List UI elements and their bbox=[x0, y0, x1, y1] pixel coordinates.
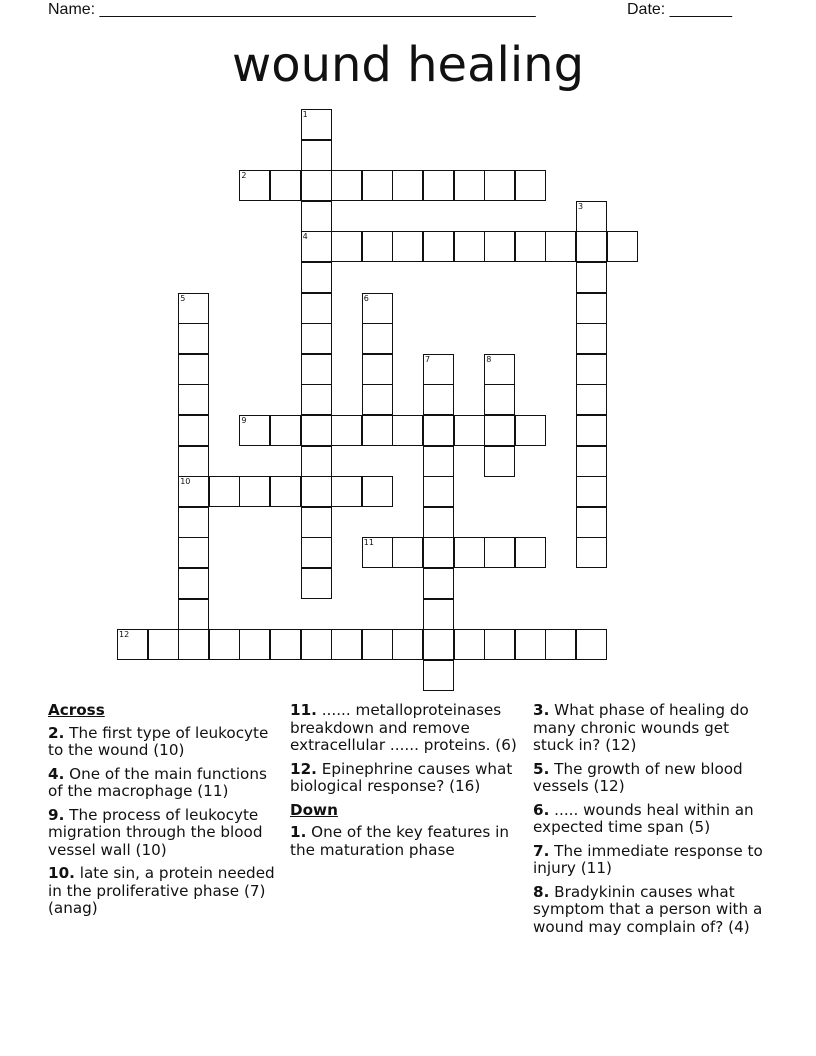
crossword-cell[interactable] bbox=[576, 231, 607, 262]
crossword-cell[interactable] bbox=[331, 629, 362, 660]
crossword-cell[interactable] bbox=[362, 293, 393, 324]
clue-number: 9. bbox=[48, 805, 65, 824]
clue-number: 6. bbox=[533, 800, 550, 819]
crossword-cell[interactable] bbox=[576, 537, 607, 568]
crossword-cell[interactable] bbox=[423, 568, 454, 599]
crossword-cell[interactable] bbox=[209, 476, 240, 507]
crossword-cell[interactable] bbox=[576, 323, 607, 354]
clue-text: The immediate response to injury (11) bbox=[533, 841, 763, 877]
crossword-cell[interactable] bbox=[178, 568, 209, 599]
crossword-cell[interactable] bbox=[301, 293, 332, 324]
cell-number: 1 bbox=[302, 110, 308, 119]
crossword-cell[interactable] bbox=[178, 323, 209, 354]
crossword-cell[interactable] bbox=[454, 537, 485, 568]
crossword-cell[interactable] bbox=[362, 323, 393, 354]
clue-number: 10. bbox=[48, 864, 75, 882]
crossword-cell[interactable] bbox=[515, 415, 546, 446]
cell-number: 8 bbox=[486, 354, 492, 364]
clue-number: 8. bbox=[533, 882, 550, 901]
crossword-cell[interactable] bbox=[362, 231, 393, 262]
crossword-cell[interactable] bbox=[392, 415, 423, 446]
crossword-cell[interactable] bbox=[331, 170, 362, 201]
crossword-cell[interactable] bbox=[392, 170, 423, 201]
crossword-cell[interactable] bbox=[270, 415, 301, 446]
crossword-cell[interactable] bbox=[392, 537, 423, 568]
clues-column-2 bbox=[290, 702, 522, 865]
crossword-cell[interactable] bbox=[270, 170, 301, 201]
crossword-cell[interactable] bbox=[515, 231, 546, 262]
clue-number: 4. bbox=[48, 764, 65, 783]
clue-across-11 bbox=[290, 702, 522, 755]
clue-down-7 bbox=[533, 843, 765, 878]
clue-down-1 bbox=[290, 824, 522, 859]
crossword-cell[interactable] bbox=[484, 170, 515, 201]
crossword-cell[interactable] bbox=[576, 446, 607, 477]
clue-text: Epinephrine causes what biological response? (16) bbox=[290, 759, 513, 795]
crossword-cell[interactable] bbox=[239, 629, 270, 660]
crossword-cell[interactable] bbox=[454, 629, 485, 660]
crossword-cell[interactable] bbox=[117, 629, 148, 660]
crossword-cell[interactable] bbox=[392, 231, 423, 262]
clue-down-8 bbox=[533, 884, 765, 937]
cell-number: 3 bbox=[578, 201, 584, 211]
crossword-cell[interactable] bbox=[178, 354, 209, 385]
crossword-cell[interactable] bbox=[301, 231, 332, 262]
crossword-cell[interactable] bbox=[209, 629, 240, 660]
crossword-cell[interactable] bbox=[178, 476, 209, 507]
crossword-cell[interactable] bbox=[301, 507, 332, 538]
crossword-cell[interactable] bbox=[454, 415, 485, 446]
crossword-cell[interactable] bbox=[331, 476, 362, 507]
cell-number: 7 bbox=[425, 354, 431, 364]
crossword-cell[interactable] bbox=[178, 537, 209, 568]
crossword-cell[interactable] bbox=[362, 415, 393, 446]
crossword-cell[interactable] bbox=[484, 537, 515, 568]
clue-text: One of the key features in the maturation phase bbox=[290, 823, 509, 859]
clue-down-6 bbox=[533, 802, 765, 837]
crossword-cell[interactable] bbox=[423, 629, 454, 660]
crossword-cell[interactable] bbox=[423, 599, 454, 630]
clue-across-10 bbox=[48, 865, 280, 918]
crossword-cell[interactable] bbox=[423, 537, 454, 568]
crossword-cell[interactable] bbox=[423, 476, 454, 507]
crossword-cell[interactable] bbox=[423, 170, 454, 201]
crossword-cell[interactable] bbox=[576, 629, 607, 660]
crossword-cell[interactable] bbox=[362, 384, 393, 415]
cell-number: 4 bbox=[302, 232, 308, 242]
crossword-cell[interactable] bbox=[301, 415, 332, 446]
crossword-cell[interactable] bbox=[454, 170, 485, 201]
crossword-cell[interactable] bbox=[545, 629, 576, 660]
crossword-cell[interactable] bbox=[239, 476, 270, 507]
crossword-cell[interactable] bbox=[576, 262, 607, 293]
cell-number: 12 bbox=[119, 630, 130, 640]
crossword-cell[interactable] bbox=[576, 354, 607, 385]
crossword-cell[interactable] bbox=[178, 384, 209, 415]
crossword-cell[interactable] bbox=[178, 599, 209, 630]
crossword-cell[interactable] bbox=[484, 231, 515, 262]
crossword-cell[interactable] bbox=[362, 476, 393, 507]
crossword-cell[interactable] bbox=[484, 446, 515, 477]
clue-number: 5. bbox=[533, 759, 550, 778]
crossword-cell[interactable] bbox=[178, 446, 209, 477]
cell-number: 6 bbox=[363, 293, 369, 303]
crossword-cell[interactable] bbox=[576, 384, 607, 415]
crossword-cell[interactable] bbox=[301, 262, 332, 293]
crossword-cell[interactable] bbox=[301, 537, 332, 568]
crossword-cell[interactable] bbox=[454, 231, 485, 262]
clue-across-4 bbox=[48, 766, 280, 801]
clue-text: The growth of new blood vessels (12) bbox=[533, 759, 743, 795]
clue-text: Bradykinin causes what symptom that a person with a wound may complain of? (4) bbox=[533, 882, 763, 936]
crossword-cell[interactable] bbox=[362, 170, 393, 201]
crossword-cell[interactable] bbox=[423, 384, 454, 415]
cell-number: 9 bbox=[241, 416, 247, 425]
crossword-cell[interactable] bbox=[331, 415, 362, 446]
crossword-cell[interactable] bbox=[301, 568, 332, 599]
crossword-cell[interactable] bbox=[423, 354, 454, 385]
page-title: wound healing bbox=[231, 37, 585, 93]
crossword-cell[interactable] bbox=[484, 354, 515, 385]
clue-text: ...... metalloproteinases breakdown and remove extracellular ...... proteins. (6) bbox=[290, 701, 517, 754]
clue-number: 7. bbox=[533, 841, 550, 860]
crossword-cell[interactable] bbox=[423, 446, 454, 477]
crossword-cell[interactable] bbox=[301, 109, 332, 140]
clue-text: The process of leukocyte migration through the blood vessel wall (10) bbox=[48, 805, 263, 859]
crossword-cell[interactable] bbox=[515, 629, 546, 660]
cell-number: 10 bbox=[180, 477, 191, 487]
crossword-cell[interactable] bbox=[239, 415, 270, 446]
crossword-cell[interactable] bbox=[576, 415, 607, 446]
crossword-cell[interactable] bbox=[362, 354, 393, 385]
date-line[interactable]: Date: _______ bbox=[627, 1, 732, 18]
crossword-cell[interactable] bbox=[148, 629, 179, 660]
clue-text: What phase of healing do many chronic wounds get stuck in? (12) bbox=[533, 701, 749, 754]
crossword-cell[interactable] bbox=[178, 293, 209, 324]
clue-number: 2. bbox=[48, 723, 65, 742]
crossword-cell[interactable] bbox=[270, 476, 301, 507]
clue-down-3 bbox=[533, 702, 765, 755]
crossword-cell[interactable] bbox=[576, 476, 607, 507]
name-line[interactable]: Name: _________________________________________________ bbox=[48, 1, 536, 18]
crossword-cell[interactable] bbox=[484, 384, 515, 415]
crossword-cell[interactable] bbox=[301, 323, 332, 354]
clue-across-12 bbox=[290, 761, 522, 796]
crossword-cell[interactable] bbox=[515, 537, 546, 568]
crossword-cell[interactable] bbox=[178, 415, 209, 446]
crossword-cell[interactable] bbox=[545, 231, 576, 262]
crossword-cell[interactable] bbox=[362, 629, 393, 660]
crossword-cell[interactable] bbox=[301, 629, 332, 660]
crossword-cell[interactable] bbox=[392, 629, 423, 660]
crossword-cell[interactable] bbox=[576, 293, 607, 324]
crossword-cell[interactable] bbox=[301, 384, 332, 415]
crossword-cell[interactable] bbox=[576, 201, 607, 232]
crossword-cell[interactable] bbox=[178, 629, 209, 660]
crossword-cell[interactable] bbox=[301, 354, 332, 385]
crossword-cell[interactable] bbox=[239, 170, 270, 201]
crossword-cell[interactable] bbox=[301, 140, 332, 171]
clue-text: One of the main functions of the macrophage (11) bbox=[48, 764, 267, 800]
crossword-cell[interactable] bbox=[423, 507, 454, 538]
clue-down-5 bbox=[533, 761, 765, 796]
crossword-cell[interactable] bbox=[423, 231, 454, 262]
crossword-cell[interactable] bbox=[576, 507, 607, 538]
clue-number: 11. bbox=[290, 701, 317, 719]
down-heading: Down bbox=[290, 800, 338, 819]
crossword-cell[interactable] bbox=[484, 415, 515, 446]
clues-column-1 bbox=[48, 702, 280, 924]
crossword-cell[interactable] bbox=[515, 170, 546, 201]
clue-across-2 bbox=[48, 725, 280, 760]
clue-number: 12. bbox=[290, 759, 317, 778]
clue-across-9 bbox=[48, 807, 280, 860]
crossword-cell[interactable] bbox=[270, 629, 301, 660]
crossword-cell[interactable] bbox=[301, 201, 332, 232]
crossword-cell[interactable] bbox=[301, 446, 332, 477]
cell-number: 5 bbox=[180, 293, 186, 303]
crossword-cell[interactable] bbox=[607, 231, 638, 262]
crossword-cell[interactable] bbox=[301, 170, 332, 201]
cell-number: 2 bbox=[241, 171, 247, 181]
crossword-cell[interactable] bbox=[423, 660, 454, 691]
cell-number: 11 bbox=[363, 538, 374, 548]
clue-number: 1. bbox=[290, 823, 307, 841]
crossword-cell[interactable] bbox=[301, 476, 332, 507]
clue-text: late sin, a protein needed in the proliferative phase (7) (anag) bbox=[48, 864, 275, 917]
crossword-cell[interactable] bbox=[423, 415, 454, 446]
clues-column-3 bbox=[533, 702, 765, 942]
crossword-cell[interactable] bbox=[178, 507, 209, 538]
crossword-cell[interactable] bbox=[331, 231, 362, 262]
crossword-cell[interactable] bbox=[484, 629, 515, 660]
clue-text: The first type of leukocyte to the wound (10) bbox=[48, 723, 269, 759]
crossword-cell[interactable] bbox=[362, 537, 393, 568]
clue-text: ..... wounds heal within an expected time span (5) bbox=[533, 800, 754, 836]
across-heading: Across bbox=[48, 701, 105, 719]
clue-number: 3. bbox=[533, 701, 550, 719]
